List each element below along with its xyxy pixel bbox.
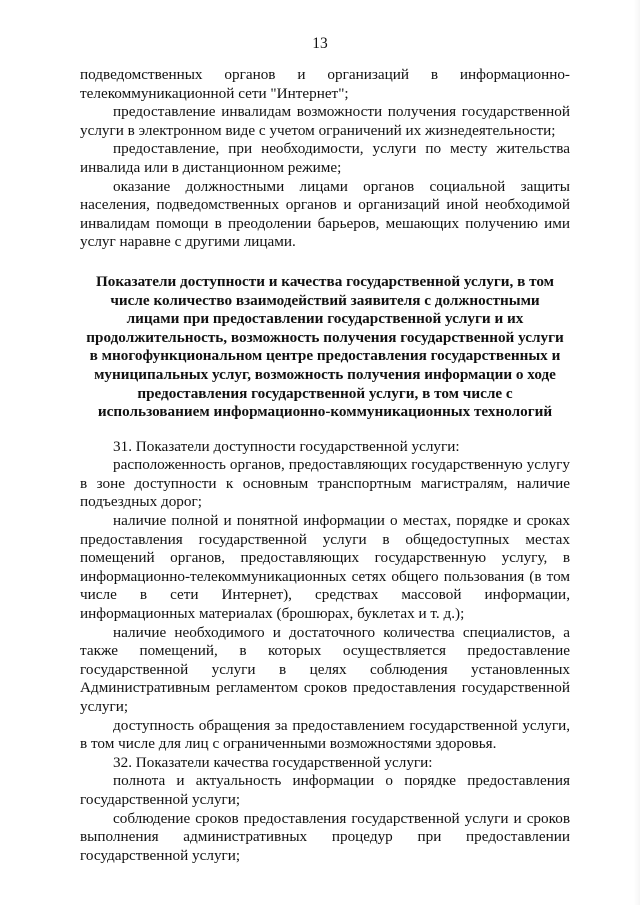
paragraph-item-31: 31. Показатели доступности государственной услуги: xyxy=(113,437,460,455)
paragraph-top-continuation: подведомственных органов и организаций в информационно-телекоммуникационной сети "Интернет"; xyxy=(80,66,570,102)
paragraph-location: расположенность органов, предоставляющих государственную услугу в зоне доступности к основным транспортным магистралям, наличие подъездных дорог; xyxy=(80,456,570,511)
paragraph-item-32: 32. Показатели качества государственной услуги: xyxy=(113,753,433,771)
paragraph-specialists: наличие необходимого и достаточного количества специалистов, а также помещений, в которых осуществляется предоставление государственной услуги в целях соблюдения установленных Административным регламентом сроков предоставления государственной услуги; xyxy=(80,623,570,715)
paragraph-electronic-service: предоставление инвалидам возможности получения государственной услуги в электронном виде с учетом ограничений их жизнедеятельности; xyxy=(80,103,570,139)
page-number: 13 xyxy=(312,35,328,52)
paragraph-deadlines: соблюдение сроков предоставления государственной услуги и сроков выполнения административных процедур при предоставлении государственной услуги; xyxy=(80,809,570,864)
paragraph-accessibility: доступность обращения за предоставлением государственной услуги, в том числе для лиц с ограниченными возможностями здоровья. xyxy=(80,716,570,753)
spacer xyxy=(80,422,570,438)
spacer xyxy=(80,252,570,273)
paragraph-residence-service: предоставление, при необходимости, услуги по месту жительства инвалида или в дистанционном режиме; xyxy=(80,140,570,176)
paragraph-completeness: полнота и актуальность информации о порядке предоставления государственной услуги; xyxy=(80,772,570,808)
paragraph-assistance: оказание должностными лицами органов социальной защиты населения, подведомственных органов и организаций иной необходимой инвалидам помощи в преодолении барьеров, мешающих получению ими услуг наравне с другими лицами. xyxy=(80,177,570,251)
section-heading: Показатели доступности и качества государственной услуги, в том числе количество взаимодействий заявителя с должностными лицами при предоставлении государственной услуги и их продолжительность, возможность получения государственной услуги в многофункциональном центре предоставления государственных и муниципальных услуг, возможность получения информации о ходе предоставления государственной услуги, в том числе с использованием информационно-коммуникационных технологий xyxy=(86,272,564,421)
page-edge-shade xyxy=(634,0,640,905)
document-body xyxy=(80,66,570,865)
paragraph-information: наличие полной и понятной информации о местах, порядке и сроках предоставления государственной услуги в общедоступных местах помещений органов, предоставляющих государственную услугу, в информационно-телекоммуникационных сетях общего пользования (в том числе в сети Интернет), средствах массовой информации, информационных материалах (брошюрах, буклетах и т. д.); xyxy=(80,512,570,623)
